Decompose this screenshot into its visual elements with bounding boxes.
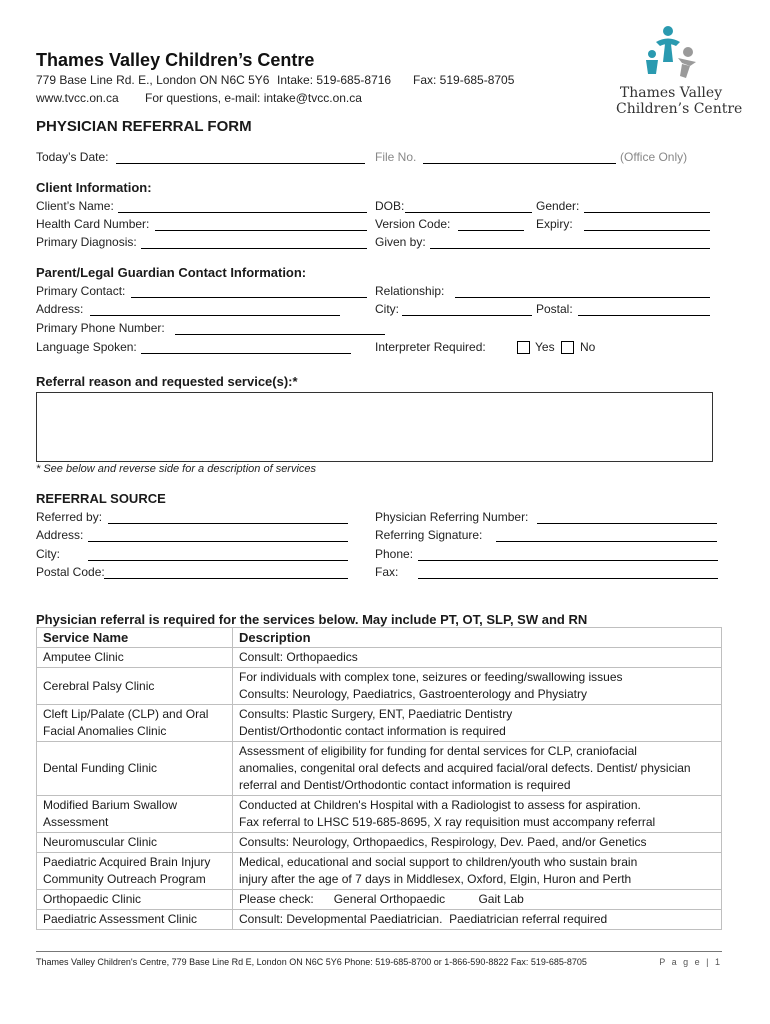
gender-label: Gender: — [536, 199, 580, 213]
service-name-cell: Cleft Lip/Palate (CLP) and Oral Facial Anomalies Clinic — [37, 705, 233, 742]
logo-text-line2: Children’s Centre — [616, 101, 743, 117]
language-label: Language Spoken: — [36, 340, 137, 354]
office-only-note: (Office Only) — [620, 150, 688, 164]
service-description-cell: Consults: Plastic Surgery, ENT, Paediatric Dentistry Dentist/Orthodontic contact information is required — [233, 705, 722, 742]
service-row — [37, 742, 722, 796]
client-info-heading: Client Information: — [36, 180, 152, 195]
service-description-cell: Consult: Orthopaedics — [233, 648, 722, 668]
physician-number-label: Physician Referring Number: — [375, 510, 529, 524]
service-row — [37, 853, 722, 890]
service-name-cell: Dental Funding Clinic — [37, 742, 233, 796]
service-row — [37, 648, 722, 668]
signature-field[interactable] — [496, 541, 717, 542]
health-card-label: Health Card Number: — [36, 217, 150, 231]
interpreter-label: Interpreter Required: — [375, 340, 486, 354]
service-row — [37, 668, 722, 705]
source-address-label: Address: — [36, 528, 84, 542]
logo-text-line1: Thames Valley — [619, 85, 723, 101]
page-number: P a g e | 1 — [659, 957, 722, 967]
services-table-header — [37, 628, 722, 648]
interpreter-no-checkbox[interactable] — [561, 341, 574, 354]
guardian-city-label: City: — [375, 302, 399, 316]
guardian-postal-field[interactable] — [578, 315, 710, 316]
organization-address: 779 Base Line Rd. E., London ON N6C 5Y6 — [36, 73, 270, 87]
form-title: PHYSICIAN REFERRAL FORM — [36, 118, 252, 135]
expiry-field[interactable] — [584, 230, 710, 231]
primary-contact-label: Primary Contact: — [36, 284, 126, 298]
signature-label: Referring Signature: — [375, 528, 483, 542]
website-link[interactable]: www.tvcc.on.ca — [36, 91, 119, 105]
service-name-cell: Neuromuscular Clinic — [37, 833, 233, 853]
footer-text: Thames Valley Children's Centre, 779 Base Line Rd E, London ON N6C 5Y6 Phone: 519-685-8700 or 1-866-590-8822 Fax: 519-685-8705 — [36, 957, 587, 967]
referral-reason-heading: Referral reason and requested service(s):* — [36, 374, 298, 389]
service-description-cell: Please check: General Orthopaedic Gait Lab — [233, 890, 722, 910]
given-by-label: Given by: — [375, 235, 426, 249]
primary-phone-field[interactable] — [175, 334, 385, 335]
given-by-field[interactable] — [430, 248, 710, 249]
service-description-cell: Conducted at Children's Hospital with a Radiologist to assess for aspiration. Fax referral to LHSC 519-685-8695, X ray requisition must accompany referral — [233, 796, 722, 833]
source-phone-field[interactable] — [418, 560, 718, 561]
source-postal-field[interactable] — [104, 578, 348, 579]
guardian-address-label: Address: — [36, 302, 84, 316]
diagnosis-field[interactable] — [141, 248, 367, 249]
primary-phone-label: Primary Phone Number: — [36, 321, 165, 335]
tvcc-logo-figures-icon — [616, 22, 726, 80]
referral-reason-textbox[interactable] — [36, 392, 713, 462]
service-row — [37, 796, 722, 833]
referred-by-field[interactable] — [108, 523, 348, 524]
referred-by-label: Referred by: — [36, 510, 103, 524]
todays-date-label: Today’s Date: — [36, 150, 109, 164]
description-column-header: Description — [233, 628, 722, 648]
file-no-label: File No. — [375, 150, 417, 164]
tvcc-logo — [616, 22, 743, 117]
guardian-heading: Parent/Legal Guardian Contact Information: — [36, 265, 307, 280]
source-postal-label: Postal Code: — [36, 565, 105, 579]
version-code-label: Version Code: — [375, 217, 451, 231]
file-no-field[interactable] — [423, 163, 616, 164]
interpreter-yes-label: Yes — [535, 340, 555, 354]
service-row — [37, 910, 722, 930]
source-city-label: City: — [36, 547, 60, 561]
client-name-field[interactable] — [118, 212, 367, 213]
organization-name: Thames Valley Children’s Centre — [36, 50, 315, 70]
service-name-cell: Orthopaedic Clinic — [37, 890, 233, 910]
referral-source-heading: REFERRAL SOURCE — [36, 491, 166, 506]
fax-number: Fax: 519-685-8705 — [413, 73, 515, 87]
source-fax-field[interactable] — [418, 578, 718, 579]
primary-contact-field[interactable] — [131, 297, 367, 298]
service-name-cell: Cerebral Palsy Clinic — [37, 668, 233, 705]
intake-phone: Intake: 519-685-8716 — [277, 73, 392, 87]
gender-field[interactable] — [584, 212, 710, 213]
guardian-address-field[interactable] — [90, 315, 340, 316]
relationship-field[interactable] — [455, 297, 710, 298]
service-description-cell: Consult: Developmental Paediatrician. Paediatrician referral required — [233, 910, 722, 930]
service-name-cell: Modified Barium Swallow Assessment — [37, 796, 233, 833]
source-address-field[interactable] — [88, 541, 348, 542]
physician-number-field[interactable] — [537, 523, 717, 524]
diagnosis-label: Primary Diagnosis: — [36, 235, 137, 249]
language-field[interactable] — [141, 353, 351, 354]
services-heading: Physician referral is required for the services below. May include PT, OT, SLP, SW and RN — [36, 612, 588, 627]
service-description-cell: For individuals with complex tone, seizures or feeding/swallowing issues Consults: Neurology, Paediatrics, Gastroenterology and Physiatry — [233, 668, 722, 705]
service-name-cell: Paediatric Assessment Clinic — [37, 910, 233, 930]
service-description-cell: Consults: Neurology, Orthopaedics, Respirology, Dev. Paed, and/or Genetics — [233, 833, 722, 853]
version-code-field[interactable] — [458, 230, 524, 231]
expiry-label: Expiry: — [536, 217, 573, 231]
service-description-cell: Medical, educational and social support to children/youth who sustain brain injury after the age of 7 days in Middlesex, Oxford, Elgin, Huron and Perth — [233, 853, 722, 890]
services-table — [36, 627, 722, 930]
service-row — [37, 833, 722, 853]
source-fax-label: Fax: — [375, 565, 399, 579]
dob-field[interactable] — [405, 212, 532, 213]
dob-label: DOB: — [375, 199, 405, 213]
guardian-city-field[interactable] — [402, 315, 532, 316]
source-city-field[interactable] — [88, 560, 348, 561]
service-row — [37, 705, 722, 742]
referral-reason-note: * See below and reverse side for a description of services — [36, 463, 317, 475]
service-name-cell: Amputee Clinic — [37, 648, 233, 668]
service-name-column-header: Service Name — [37, 628, 233, 648]
health-card-field[interactable] — [155, 230, 367, 231]
todays-date-field[interactable] — [116, 163, 365, 164]
service-description-cell: Assessment of eligibility for funding for dental services for CLP, craniofacial anomalies, congenital oral defects and acquired facial/oral defects. Dentist/ physician referral and Dentist/Orthodontic contact information is required — [233, 742, 722, 796]
source-phone-label: Phone: — [375, 547, 414, 561]
interpreter-no-label: No — [580, 340, 596, 354]
interpreter-yes-checkbox[interactable] — [517, 341, 530, 354]
guardian-postal-label: Postal: — [536, 302, 573, 316]
service-name-cell: Paediatric Acquired Brain Injury Community Outreach Program — [37, 853, 233, 890]
client-name-label: Client’s Name: — [36, 199, 114, 213]
questions-email[interactable]: For questions, e-mail: intake@tvcc.on.ca — [145, 91, 362, 105]
page-footer — [36, 951, 722, 967]
relationship-label: Relationship: — [375, 284, 445, 298]
service-row — [37, 890, 722, 910]
